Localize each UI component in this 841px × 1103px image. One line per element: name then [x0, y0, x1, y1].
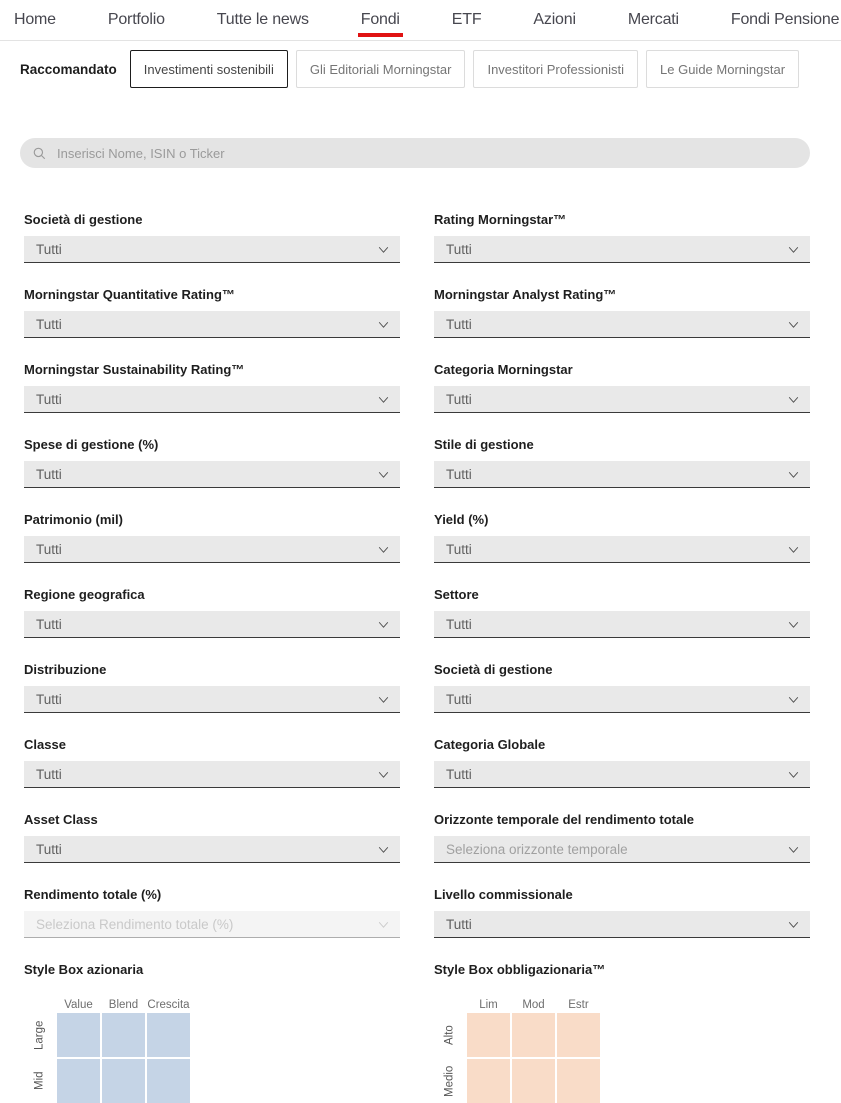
- filter-stile-di-gestione: [434, 437, 810, 488]
- filter-dropdown-rating-morningstar[interactable]: [434, 236, 810, 263]
- filter-dropdown-orizzonte-temporale[interactable]: [434, 836, 810, 863]
- style-box-fixed-income-title: Style Box obbligazionaria™: [434, 962, 606, 977]
- quick-filter-editoriali-morningstar[interactable]: Gli Editoriali Morningstar: [296, 50, 466, 88]
- dropdown-value: Tutti: [446, 616, 472, 632]
- filter-yield: [434, 512, 810, 563]
- filter-label: Società di gestione: [434, 662, 553, 677]
- filter-settore: [434, 587, 810, 638]
- style-box-cell-mid-blend[interactable]: [102, 1059, 145, 1103]
- chevron-down-icon: [377, 243, 390, 256]
- filter-label: Patrimonio (mil): [24, 512, 123, 527]
- chevron-down-icon: [377, 318, 390, 331]
- chevron-down-icon: [377, 693, 390, 706]
- chevron-down-icon: [787, 918, 800, 931]
- chevron-down-icon: [787, 318, 800, 331]
- filter-label: Morningstar Analyst Rating™: [434, 287, 617, 302]
- chevron-down-icon: [787, 243, 800, 256]
- filter-dropdown-settore[interactable]: [434, 611, 810, 638]
- filter-dropdown-societa-di-gestione[interactable]: [24, 236, 400, 263]
- style-box-col-header: Estr: [568, 999, 589, 1011]
- dropdown-value: Seleziona Rendimento totale (%): [36, 916, 234, 932]
- style-box-equity-grid: [24, 993, 400, 1103]
- style-box-equity-title: Style Box azionaria: [24, 962, 144, 977]
- chevron-down-icon: [787, 768, 800, 781]
- dropdown-value: Tutti: [36, 391, 62, 407]
- filter-spese-di-gestione: [24, 437, 400, 488]
- style-box-cell-medio-mod[interactable]: [512, 1059, 555, 1103]
- nav-item-mercati[interactable]: Mercati: [627, 11, 679, 28]
- dropdown-value: Tutti: [446, 691, 472, 707]
- quick-filter-investitori-professionisti[interactable]: Investitori Professionisti: [473, 50, 638, 88]
- filter-label: Regione geografica: [24, 587, 145, 602]
- style-box-cell-large-blend[interactable]: [102, 1013, 145, 1057]
- filter-dropdown-categoria-globale[interactable]: [434, 761, 810, 788]
- filter-dropdown-classe[interactable]: [24, 761, 400, 788]
- filter-classe: [24, 737, 400, 788]
- nav-item-etf[interactable]: ETF: [451, 11, 482, 28]
- search-bar[interactable]: [20, 138, 810, 168]
- dropdown-value: Tutti: [446, 466, 472, 482]
- style-box-cell-medio-lim[interactable]: [467, 1059, 510, 1103]
- filter-label: Settore: [434, 587, 479, 602]
- filter-dropdown-sustainability-rating[interactable]: [24, 386, 400, 413]
- chevron-down-icon: [787, 693, 800, 706]
- style-box-cell-mid-crescita[interactable]: [147, 1059, 190, 1103]
- style-box-cell-alto-mod[interactable]: [512, 1013, 555, 1057]
- style-box-fixed-income-grid: [434, 993, 810, 1103]
- chevron-down-icon: [787, 543, 800, 556]
- dropdown-value: Tutti: [446, 241, 472, 257]
- chevron-down-icon: [787, 393, 800, 406]
- filter-label: Yield (%): [434, 512, 489, 527]
- quick-filter-bar: [0, 41, 841, 88]
- filter-dropdown-patrimonio[interactable]: [24, 536, 400, 563]
- filter-sustainability-rating: [24, 362, 400, 413]
- style-box-cell-large-crescita[interactable]: [147, 1013, 190, 1057]
- filter-dropdown-spese-di-gestione[interactable]: [24, 461, 400, 488]
- filter-livello-commissionale: [434, 887, 810, 938]
- search-icon: [32, 146, 47, 161]
- filter-label: Orizzonte temporale del rendimento totale: [434, 812, 695, 827]
- dropdown-value: Tutti: [36, 616, 62, 632]
- style-box-col-header: Mod: [522, 999, 545, 1011]
- nav-item-azioni[interactable]: Azioni: [533, 11, 576, 28]
- chevron-down-icon: [377, 918, 390, 931]
- style-box-corner: [434, 993, 465, 1011]
- chevron-down-icon: [377, 393, 390, 406]
- dropdown-value: Tutti: [446, 316, 472, 332]
- filter-dropdown-regione-geografica[interactable]: [24, 611, 400, 638]
- filter-analyst-rating: [434, 287, 810, 338]
- filter-categoria-globale: [434, 737, 810, 788]
- filter-label: Società di gestione: [24, 212, 143, 227]
- nav-item-fondi-pensione[interactable]: Fondi Pensione: [730, 11, 840, 28]
- style-box-col-header: Lim: [479, 999, 498, 1011]
- filter-label: Asset Class: [24, 812, 98, 827]
- dropdown-value: Tutti: [446, 916, 472, 932]
- filter-label: Rating Morningstar™: [434, 212, 567, 227]
- style-box-cell-medio-estr[interactable]: [557, 1059, 600, 1103]
- dropdown-value: Tutti: [36, 241, 62, 257]
- filter-societa-di-gestione-2: [434, 662, 810, 713]
- filter-rating-morningstar: [434, 212, 810, 263]
- filter-orizzonte-temporale: [434, 812, 810, 863]
- style-box-cell-alto-lim[interactable]: [467, 1013, 510, 1057]
- dropdown-value: Tutti: [36, 691, 62, 707]
- filter-dropdown-stile-di-gestione[interactable]: [434, 461, 810, 488]
- style-box-fixed-income: [434, 962, 810, 1103]
- quick-filter-guide-morningstar[interactable]: Le Guide Morningstar: [646, 50, 799, 88]
- filter-asset-class: [24, 812, 400, 863]
- quick-filter-label: Raccomandato: [20, 61, 117, 77]
- filter-label: Categoria Globale: [434, 737, 546, 752]
- filter-label: Distribuzione: [24, 662, 107, 677]
- chevron-down-icon: [377, 618, 390, 631]
- filter-patrimonio: [24, 512, 400, 563]
- chevron-down-icon: [377, 843, 390, 856]
- style-box-col-header: Crescita: [147, 999, 190, 1011]
- style-box-cell-alto-estr[interactable]: [557, 1013, 600, 1057]
- filter-distribuzione: [24, 662, 400, 713]
- filter-regione-geografica: [24, 587, 400, 638]
- filter-categoria-morningstar: [434, 362, 810, 413]
- chevron-down-icon: [787, 618, 800, 631]
- filter-rendimento-totale: [24, 887, 400, 938]
- dropdown-value: Tutti: [446, 541, 472, 557]
- style-box-col-header: Value: [64, 999, 93, 1011]
- style-box-row-header: Large: [33, 1020, 46, 1050]
- filter-label: Spese di gestione (%): [24, 437, 159, 452]
- filter-dropdown-categoria-morningstar[interactable]: [434, 386, 810, 413]
- filter-dropdown-quantitative-rating[interactable]: [24, 311, 400, 338]
- filter-label: Classe: [24, 737, 66, 752]
- chevron-down-icon: [377, 543, 390, 556]
- quick-filter-investimenti-sostenibili[interactable]: Investimenti sostenibili: [130, 50, 288, 88]
- filters-grid: [24, 212, 810, 962]
- filter-label: Categoria Morningstar: [434, 362, 573, 377]
- style-box-col-header: Blend: [108, 999, 139, 1011]
- filter-quantitative-rating: [24, 287, 400, 338]
- dropdown-value: Tutti: [36, 841, 62, 857]
- nav-item-fondi[interactable]: Fondi: [361, 0, 400, 40]
- style-box-section: [24, 962, 810, 1103]
- dropdown-value: Tutti: [36, 766, 62, 782]
- dropdown-value: Tutti: [446, 391, 472, 407]
- style-box-cell-large-value[interactable]: [57, 1013, 100, 1057]
- top-nav: [0, 0, 841, 41]
- filter-label: Stile di gestione: [434, 437, 534, 452]
- chevron-down-icon: [377, 468, 390, 481]
- filter-dropdown-analyst-rating[interactable]: [434, 311, 810, 338]
- filter-societa-di-gestione: [24, 212, 400, 263]
- nav-item-home[interactable]: Home: [14, 11, 56, 28]
- chevron-down-icon: [787, 468, 800, 481]
- dropdown-value: Seleziona orizzonte temporale: [446, 841, 628, 857]
- search-input[interactable]: [55, 145, 798, 162]
- filter-dropdown-asset-class[interactable]: [24, 836, 400, 863]
- dropdown-value: Tutti: [36, 316, 62, 332]
- dropdown-value: Tutti: [36, 466, 62, 482]
- filter-label: Livello commissionale: [434, 887, 573, 902]
- nav-item-portfolio[interactable]: Portfolio: [107, 11, 165, 28]
- filter-dropdown-yield[interactable]: [434, 536, 810, 563]
- filter-label: Rendimento totale (%): [24, 887, 162, 902]
- style-box-row-header: Mid: [33, 1071, 46, 1091]
- style-box-row-header: Medio: [443, 1065, 456, 1097]
- style-box-row-header: Alto: [443, 1025, 456, 1045]
- filter-dropdown-societa-di-gestione-2[interactable]: [434, 686, 810, 713]
- filter-dropdown-livello-commissionale[interactable]: [434, 911, 810, 938]
- nav-item-tutte-le-news[interactable]: Tutte le news: [216, 11, 309, 28]
- style-box-corner: [24, 993, 55, 1011]
- dropdown-value: Tutti: [446, 766, 472, 782]
- filter-label: Morningstar Sustainability Rating™: [24, 362, 245, 377]
- style-box-cell-mid-value[interactable]: [57, 1059, 100, 1103]
- style-box-equity: [24, 962, 400, 1103]
- filter-label: Morningstar Quantitative Rating™: [24, 287, 235, 302]
- chevron-down-icon: [787, 843, 800, 856]
- dropdown-value: Tutti: [36, 541, 62, 557]
- filter-dropdown-rendimento-totale[interactable]: [24, 911, 400, 938]
- chevron-down-icon: [377, 768, 390, 781]
- filter-dropdown-distribuzione[interactable]: [24, 686, 400, 713]
